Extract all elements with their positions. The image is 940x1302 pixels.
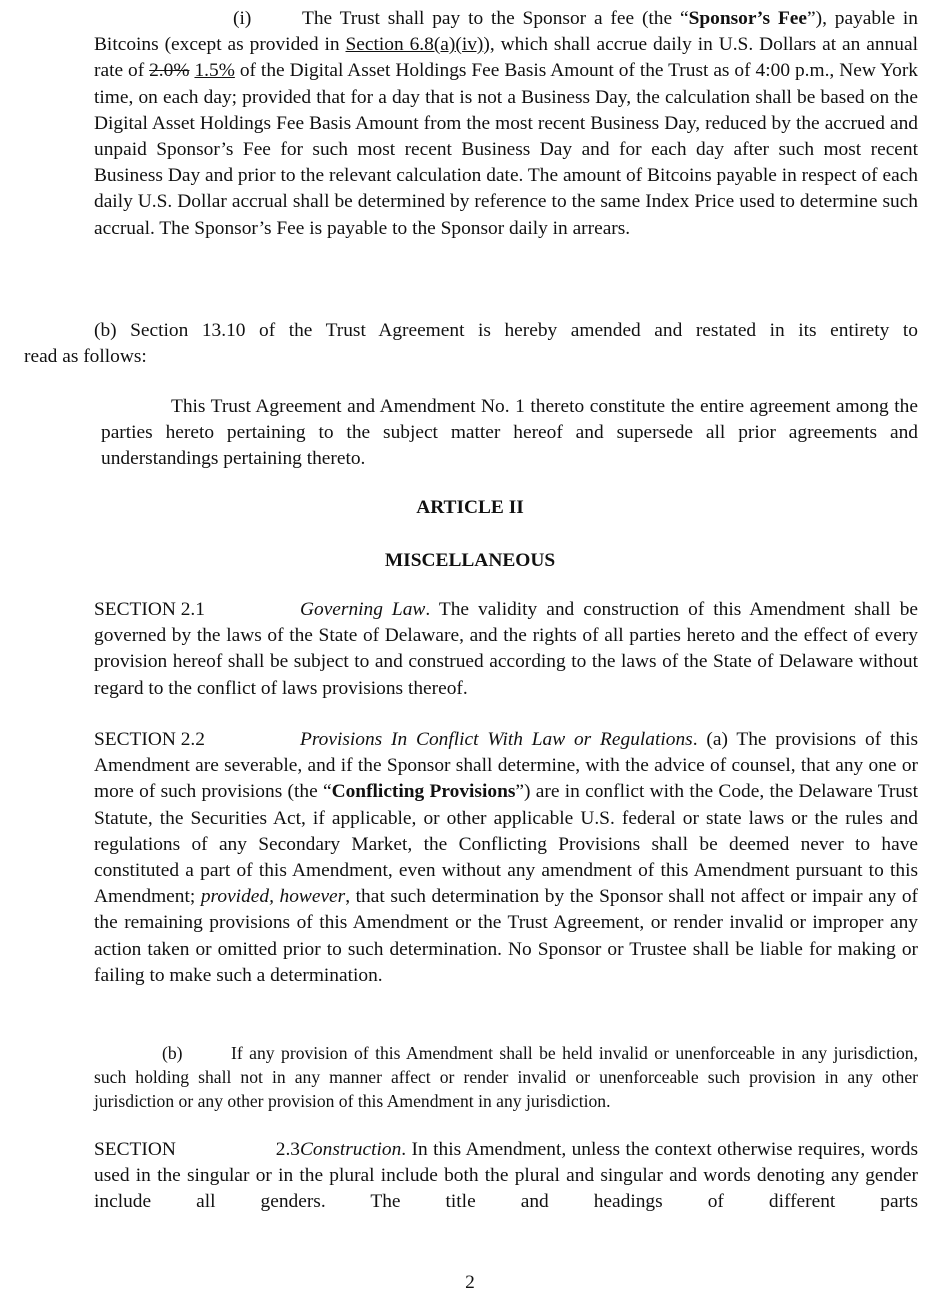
section-text: . In this Amendment, unless the context otherwise requires, words used in the singular or in the plural include both the plural and singular and words denoting any gender include all genders. The title and headings of different parts (94, 1139, 918, 1213)
section-heading: Governing Law (300, 599, 426, 620)
paragraph-b (24, 318, 918, 370)
section-reference: Section 6.8(a)(iv) (345, 34, 484, 56)
section-label: SECTION 2.1 (94, 599, 205, 620)
section-heading: Construction (300, 1139, 402, 1160)
section-2-1 (94, 597, 918, 702)
proviso: provided, however (200, 886, 346, 908)
article-title: ARTICLE II (416, 497, 524, 518)
section-label: SECTION 2.3 (94, 1139, 300, 1160)
defined-term: Conflicting Provisions (331, 781, 516, 803)
section-heading: Provisions In Conflict With Law or Regulations (300, 729, 693, 750)
section-2-2-b (94, 1041, 918, 1114)
paragraph-text: ), which shall accrue daily in U.S. Dollars at an annual rate of (94, 34, 918, 82)
deleted-rate: 2.0% (149, 60, 190, 82)
defined-term: Sponsor’s Fee (688, 8, 808, 29)
paragraph-text: (b) Section 13.10 of the Trust Agreement is hereby amended and restated in its entirety to (94, 320, 918, 341)
section-text: . The validity and construction of this Amendment shall be governed by the laws of the State of Delaware, and the rights of all parties hereto and the effect of every provision hereof shall be subject to and construed according to the laws of the State of Delaware without regard to the conflict of laws provisions thereof. (94, 599, 918, 699)
page-number: 2 (465, 1272, 475, 1293)
paragraph-i (94, 6, 918, 242)
section-text: . (a) The provisions of this Amendment are severable, and if the Sponsor shall determine, with the advice of counsel, that any one or more of such provisions (the “ (94, 729, 918, 803)
section-text: If any provision of this Amendment shall be held invalid or unenforceable in any jurisdiction, such holding shall not in any manner affect or render invalid or unenforceable such provision in any other jurisdiction or any other provision of this Amendment in any jurisdiction. (94, 1043, 918, 1112)
section-label: SECTION 2.2 (94, 729, 205, 750)
section-text: , that such determination by the Sponsor shall not affect or impair any of the remaining provisions of this Amendment or the Trust Agreement, or render invalid or improper any action taken or omitted prior to such determination. No Sponsor or Trustee shall be liable for making or failing to make such a determination. (94, 886, 919, 986)
inserted-rate: 1.5% (194, 60, 235, 82)
paragraph-text: ”), payable in Bitcoins (except as provided in (94, 8, 919, 56)
section-2-2 (94, 727, 918, 989)
paragraph-text: read as follows: (24, 346, 147, 368)
paragraph-text: The Trust shall pay to the Sponsor a fee (the “ (302, 8, 689, 29)
quoted-text: This Trust Agreement and Amendment No. 1 thereto constitute the entire agreement among the parties hereto pertaining to the subject matter hereof and supersede all prior agreements and understandings pertaining thereto. (101, 396, 918, 470)
quoted-provision (101, 394, 918, 473)
paragraph-marker: (i) (233, 8, 252, 29)
section-text: ”) are in conflict with the Code, the Delaware Trust Statute, the Securities Act, if applicable, or other applicable U.S. federal or state laws or the rules and regulations of any Secondary Market, the Conflicting Provisions shall be deemed never to have constituted a part of this Amendment, even without any amendment of this Amendment pursuant to this Amendment; (94, 781, 918, 908)
paragraph-marker: (b) (162, 1043, 183, 1063)
paragraph-text: of the Digital Asset Holdings Fee Basis Amount of the Trust as of 4:00 p.m., New York time, on each day; provided that for a day that is not a Business Day, the calculation shall be based on the Digital Asset Holdings Fee Basis Amount from the most recent Business Day, reduced by the accrued and unpaid Sponsor’s Fee for such most recent Business Day and for each day after such most recent Business Day and prior to the relevant calculation date. The amount of Bitcoins payable in respect of each daily U.S. Dollar accrual shall be determined by reference to the same Index Price used to determine such accrual. The Sponsor’s Fee is payable to the Sponsor daily in arrears. (94, 60, 918, 239)
article-subtitle: MISCELLANEOUS (384, 550, 556, 571)
section-2-3 (94, 1137, 918, 1216)
